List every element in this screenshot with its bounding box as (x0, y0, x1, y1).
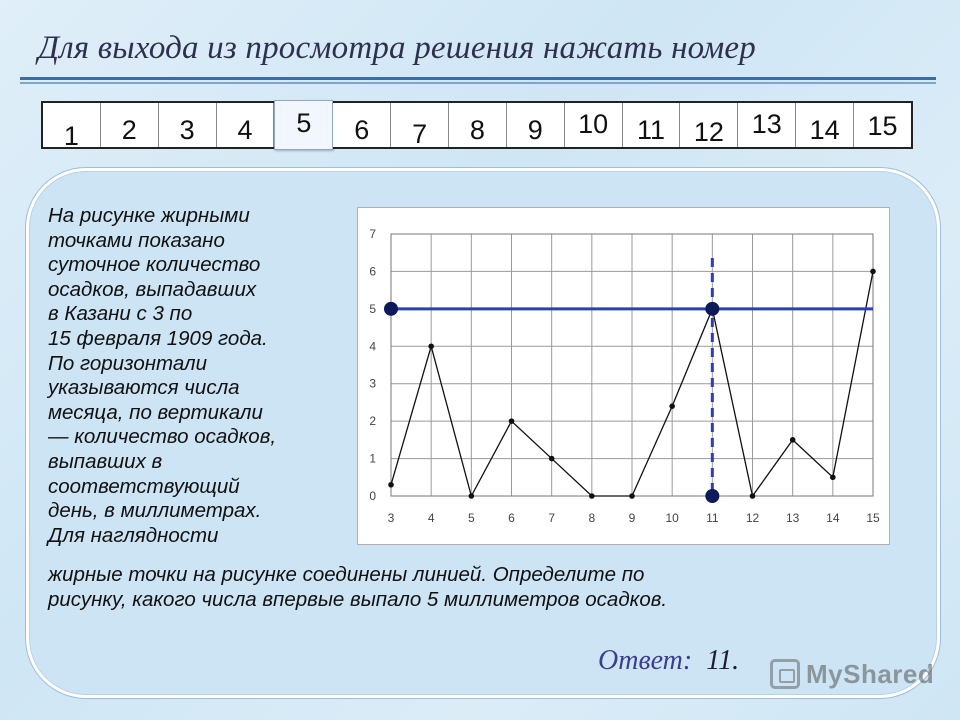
y-tick-label: 5 (369, 301, 376, 316)
x-tick-label: 6 (508, 511, 515, 525)
problem-line: жирные точки на рисунке соединены линией. Определите по (48, 563, 645, 586)
answer-value: 11. (706, 645, 740, 676)
x-tick-label: 13 (785, 511, 800, 525)
problem-line: в Казани с 3 по (48, 302, 193, 326)
x-tick-label: 14 (826, 511, 840, 525)
x-tick-label: 11 (706, 511, 719, 525)
nav-item-label: 13 (751, 109, 782, 139)
nav-item-label: 10 (578, 109, 609, 139)
nav-item-label: 8 (469, 115, 485, 145)
nav-item-5[interactable] (274, 100, 333, 150)
x-tick-label: 5 (467, 511, 475, 525)
data-point (589, 493, 595, 499)
x-tick-label: 4 (427, 511, 435, 525)
nav-item-11[interactable] (623, 103, 681, 147)
chart-svg (358, 208, 891, 546)
problem-text-continued (48, 563, 908, 612)
title-divider (20, 77, 936, 80)
presentation-icon (770, 659, 800, 689)
nav-item-label: 1 (63, 121, 79, 151)
problem-line: указываются числа (48, 376, 240, 400)
nav-item-label: 7 (412, 119, 428, 149)
nav-item-7[interactable] (391, 103, 449, 147)
problem-line: осадков, выпадавших (48, 277, 257, 301)
x-tick-label: 3 (387, 511, 395, 525)
problem-line: — количество осадков, (48, 425, 277, 449)
y-tick-label: 1 (369, 451, 376, 466)
nav-item-label: 12 (693, 117, 724, 147)
y-tick-label: 4 (369, 339, 376, 354)
nav-item-label: 2 (121, 115, 137, 145)
problem-line: соответствующий (48, 474, 240, 498)
nav-item-label: 9 (527, 115, 543, 145)
data-point (750, 493, 756, 499)
x-tick-label: 7 (548, 511, 556, 525)
nav-item-label: 3 (179, 115, 195, 145)
nav-item-3[interactable] (159, 103, 217, 147)
y-tick-label: 6 (369, 264, 376, 279)
data-point (870, 269, 876, 275)
problem-line: По горизонтали (48, 351, 207, 375)
x-tick-label: 8 (588, 511, 596, 525)
nav-item-8[interactable] (449, 103, 507, 147)
y-tick-label: 0 (369, 489, 376, 503)
nav-item-14[interactable] (796, 103, 854, 147)
problem-line: 15 февраля 1909 года. (48, 326, 268, 350)
nav-item-label: 6 (354, 115, 370, 145)
nav-item-10[interactable] (565, 103, 623, 147)
watermark-text: MyShared (806, 658, 935, 689)
nav-item-label: 14 (809, 115, 840, 145)
x-tick-label: 10 (665, 511, 679, 525)
nav-item-9[interactable] (507, 103, 565, 147)
x-tick-label: 9 (628, 511, 636, 525)
problem-number-nav (41, 101, 913, 149)
x-tick-label: 15 (866, 511, 880, 525)
nav-item-12[interactable] (680, 103, 738, 147)
problem-line: день, в миллиметрах. (48, 499, 262, 523)
nav-item-label: 5 (296, 108, 312, 138)
answer-label: Ответ: (598, 645, 693, 676)
problem-line: рисунку, какого числа впервые выпало 5 миллиметров осадков. (48, 587, 668, 611)
highlight-point (705, 489, 719, 503)
precipitation-chart (357, 207, 890, 545)
y-tick-label: 7 (369, 227, 376, 241)
nav-item-label: 11 (637, 115, 666, 145)
nav-item-1[interactable] (43, 103, 101, 151)
data-point (669, 403, 675, 409)
problem-line: Для наглядности (48, 523, 219, 547)
problem-line: На рисунке жирными (48, 204, 250, 227)
nav-item-13[interactable] (738, 103, 796, 147)
problem-text (48, 204, 368, 548)
x-tick-label: 12 (745, 511, 760, 525)
answer (598, 645, 739, 677)
data-point (830, 474, 836, 480)
watermark (770, 656, 934, 692)
data-point (629, 493, 635, 499)
nav-item-15[interactable] (854, 103, 911, 147)
data-point (790, 437, 796, 443)
page-title: Для выхода из просмотра решения нажать номер (38, 30, 756, 66)
y-tick-label: 3 (369, 376, 376, 391)
highlight-point (384, 302, 398, 316)
nav-item-4[interactable] (217, 103, 275, 147)
title-divider-light (20, 82, 936, 84)
nav-item-2[interactable] (101, 103, 159, 147)
data-point (388, 482, 394, 488)
problem-line: выпавших в (48, 449, 163, 473)
data-point (428, 343, 434, 349)
problem-line: точками показано (48, 228, 225, 252)
nav-item-label: 4 (237, 115, 253, 145)
y-tick-label: 2 (369, 414, 376, 429)
problem-line: месяца, по вертикали (48, 400, 263, 424)
nav-item-6[interactable] (333, 103, 391, 147)
data-point (469, 493, 475, 499)
highlight-point (705, 302, 719, 316)
data-point (549, 456, 555, 462)
problem-line: суточное количество (48, 253, 261, 277)
nav-item-label: 15 (867, 111, 898, 141)
data-point (509, 418, 515, 424)
